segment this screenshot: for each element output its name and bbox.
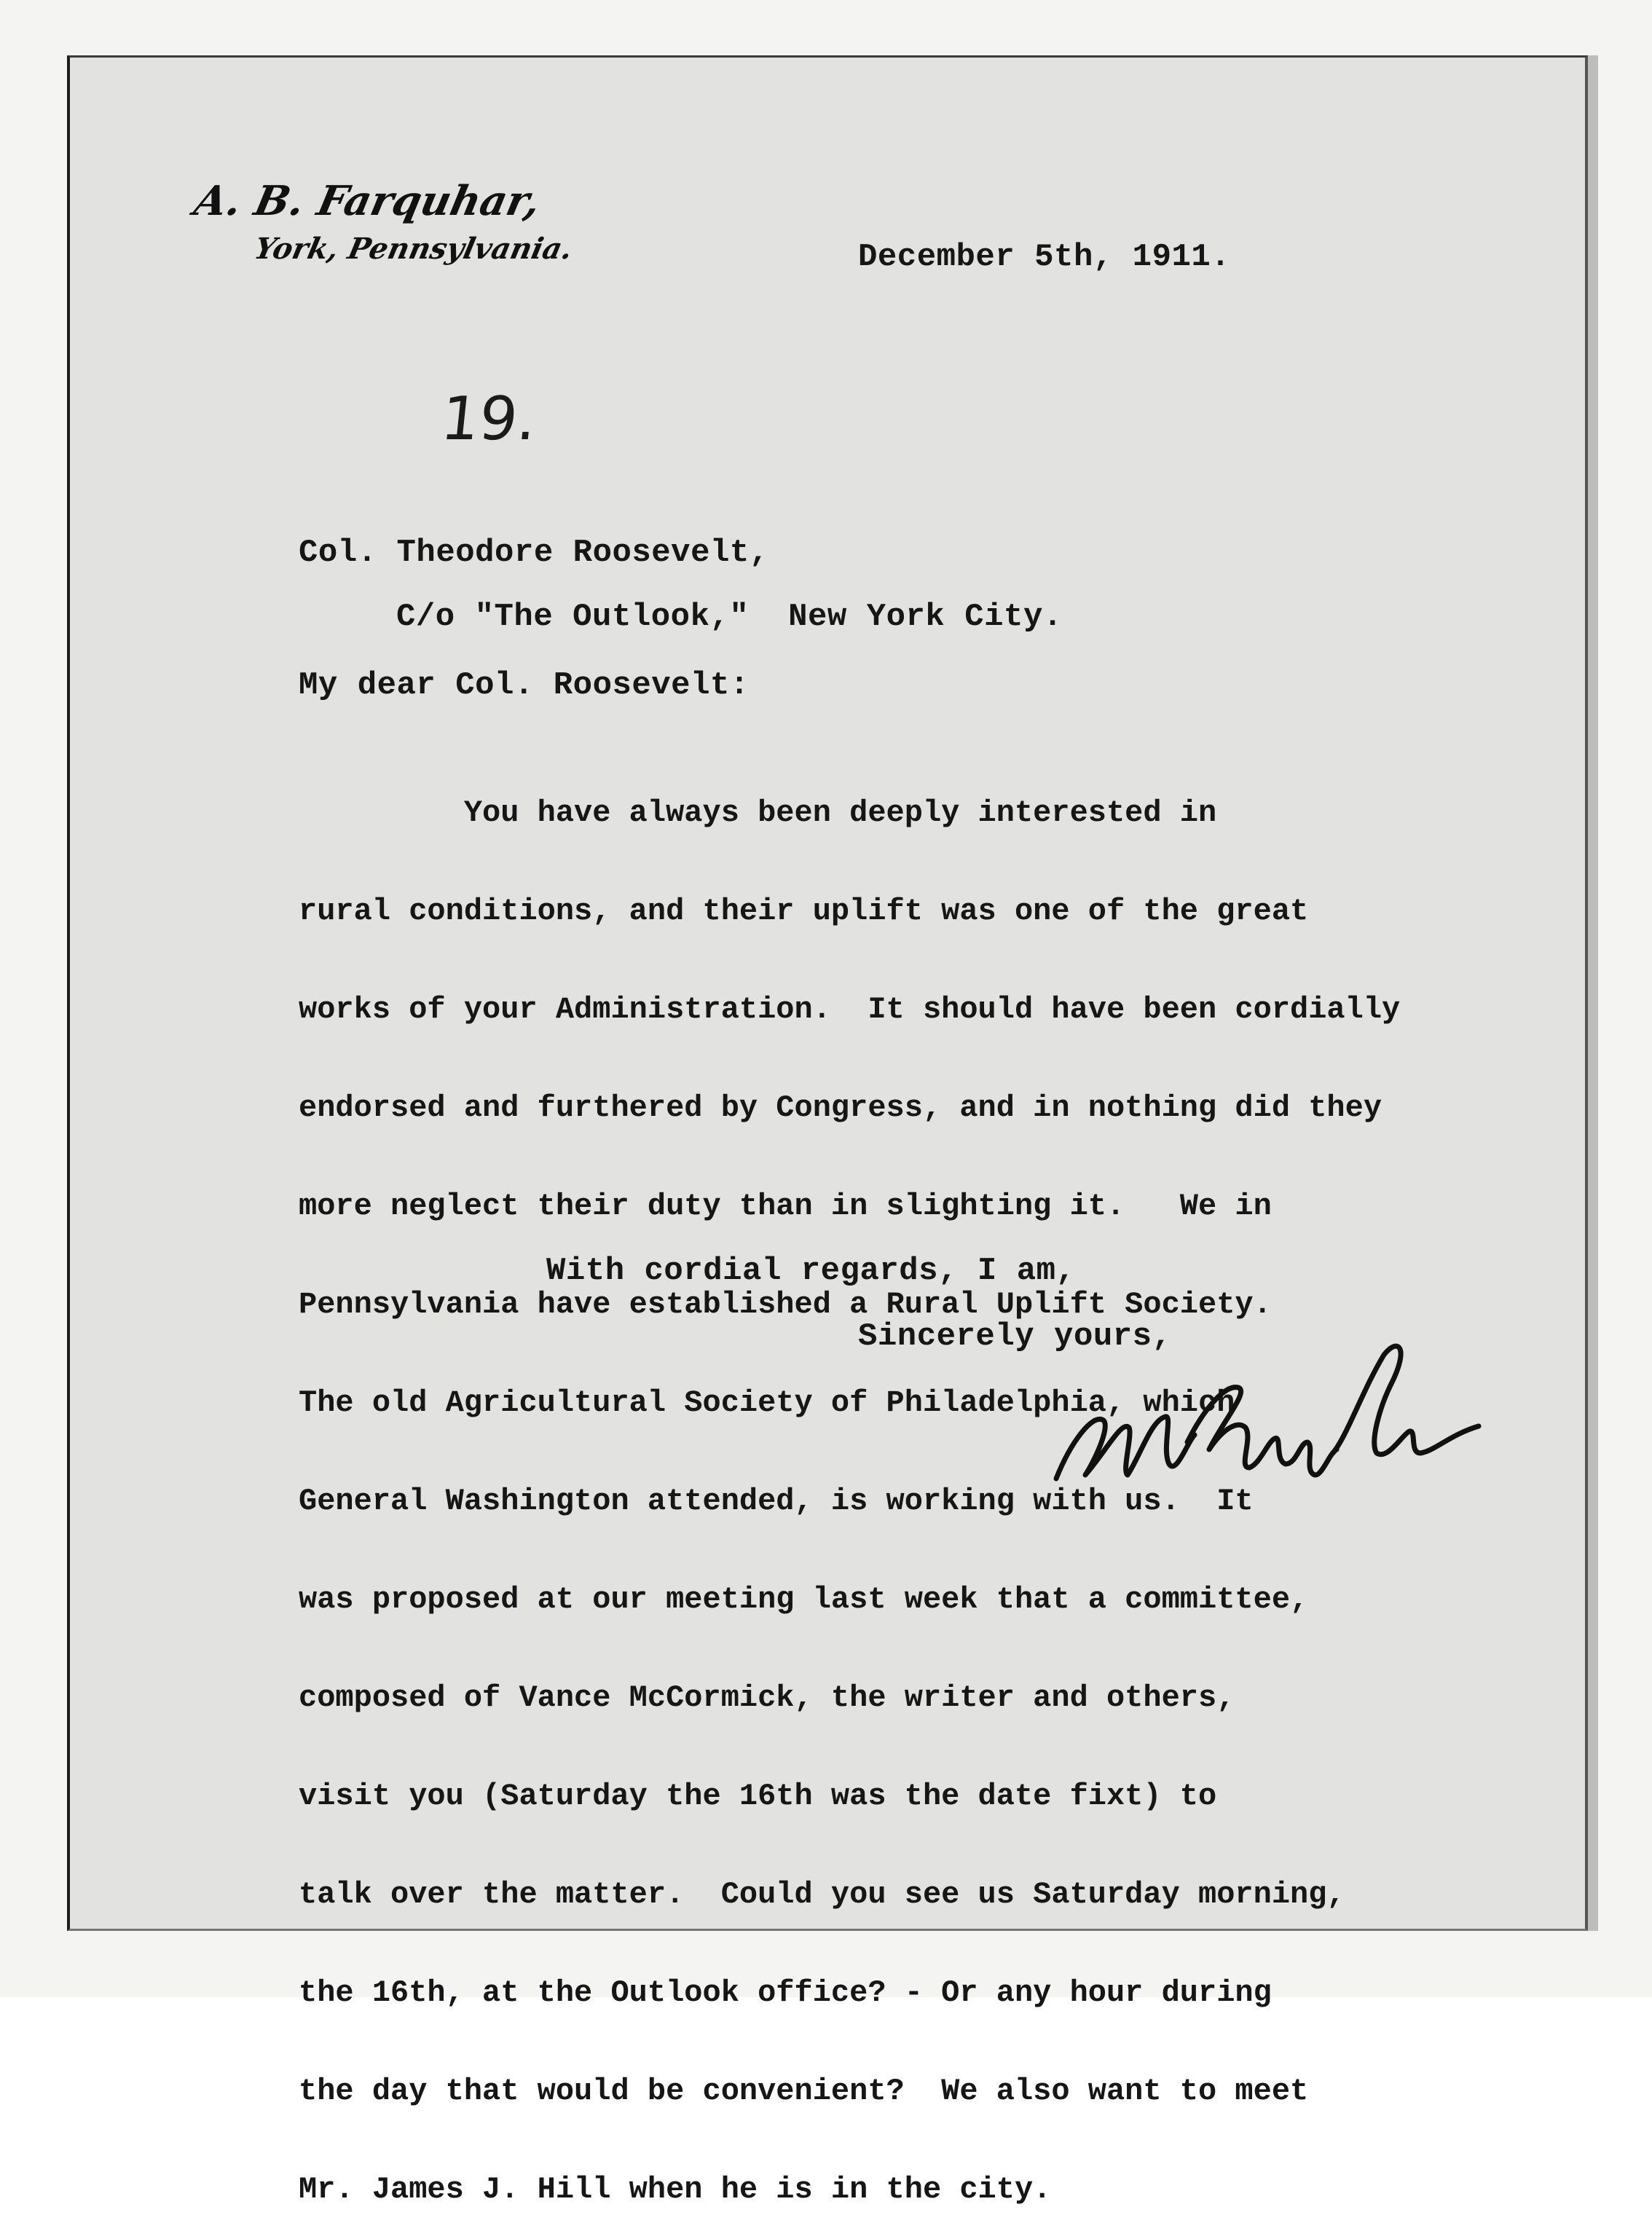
body-line: The old Agricultural Society of Philadelphia, which [299, 1385, 1235, 1420]
recipient-name: Col. Theodore Roosevelt, [299, 535, 769, 571]
signature-stroke [1187, 1388, 1337, 1476]
closing-line: With cordial regards, I am, [546, 1253, 1076, 1289]
letterhead-name: A. B. Farquhar, [189, 177, 546, 225]
signature-stroke [1333, 1346, 1479, 1455]
letterhead-location: York, Pennsylvania. [251, 232, 576, 266]
recipient-address: C/o "The Outlook," New York City. [396, 599, 1063, 635]
handwritten-page-number: 19. [438, 385, 540, 454]
body-line: General Washington attended, is working with us. It [299, 1484, 1254, 1519]
body-line: more neglect their duty than in slighting it. We in [299, 1189, 1272, 1224]
body-line: the 16th, at the Outlook office? - Or any hour during [299, 1975, 1272, 2010]
body-line: was proposed at our meeting last week that a committee, [299, 1582, 1309, 1617]
body-line: rural conditions, and their uplift was one of the great [299, 894, 1309, 929]
paper-edge [1588, 55, 1598, 1931]
body-line: talk over the matter. Could you see us Saturday morning, [299, 1877, 1345, 1912]
handwritten-signature [1042, 1333, 1493, 1508]
letter-date: December 5th, 1911. [858, 239, 1231, 275]
body-line: Pennsylvania have established a Rural Uplift Society. [299, 1287, 1272, 1322]
salutation: My dear Col. Roosevelt: [299, 667, 750, 704]
valediction: Sincerely yours, [858, 1318, 1172, 1355]
body-line: Mr. James J. Hill when he is in the city. [299, 2172, 1052, 2207]
body-line: the day that would be convenient? We also want to meet [299, 2074, 1309, 2109]
body-line: visit you (Saturday the 16th was the date fixt) to [299, 1779, 1217, 1814]
body-line: works of your Administration. It should have been cordially [299, 992, 1401, 1027]
body-line: composed of Vance McCormick, the writer and others, [299, 1680, 1235, 1715]
body-line: You have always been deeply interested in [299, 795, 1217, 830]
signature-stroke [1056, 1417, 1195, 1479]
body-line: endorsed and furthered by Congress, and in nothing did they [299, 1090, 1382, 1125]
